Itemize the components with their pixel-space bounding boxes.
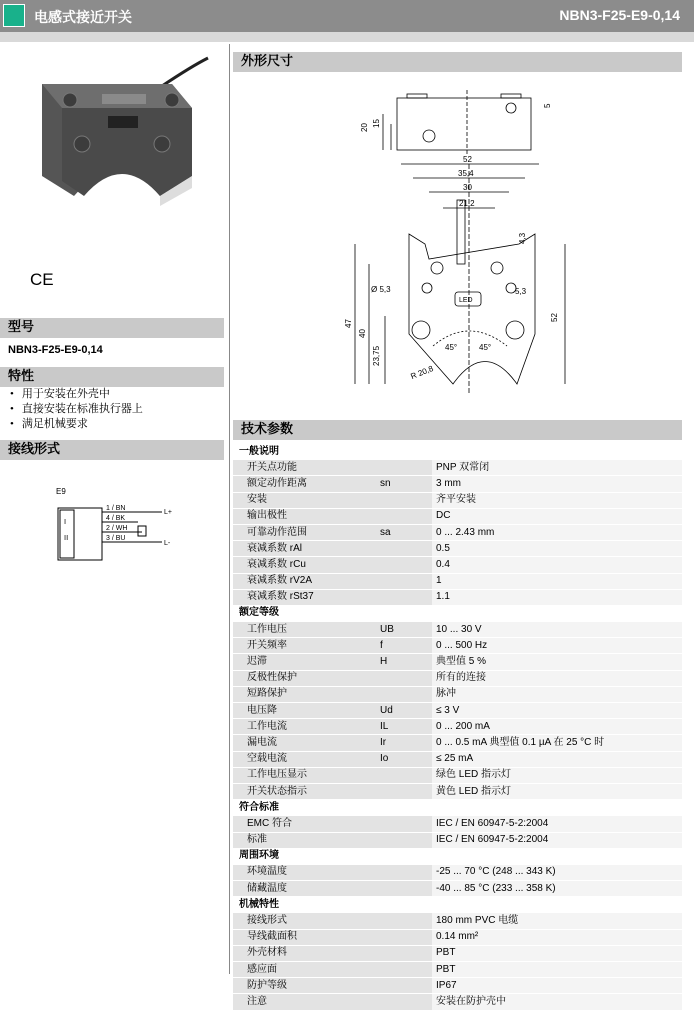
spec-label: 安装 bbox=[233, 492, 380, 508]
dim-label: 15 bbox=[372, 119, 381, 128]
spec-group-row bbox=[233, 848, 682, 864]
spec-group-row bbox=[233, 605, 682, 621]
spec-row bbox=[233, 832, 682, 848]
spec-symbol bbox=[380, 881, 432, 897]
spec-value: 10 ... 30 V bbox=[432, 622, 682, 638]
spec-label: 开关频率 bbox=[233, 638, 380, 654]
spec-group-row bbox=[233, 897, 682, 913]
wire-minus: L- bbox=[164, 540, 171, 547]
spec-symbol bbox=[380, 541, 432, 557]
spec-value: DC bbox=[432, 508, 682, 524]
spec-group-row bbox=[233, 800, 682, 816]
spec-row bbox=[233, 622, 682, 638]
wire-label: 1 / BN bbox=[106, 505, 126, 512]
spec-row bbox=[233, 654, 682, 670]
spec-row bbox=[233, 913, 682, 929]
spec-row bbox=[233, 589, 682, 605]
spec-group-title: 一般说明 bbox=[233, 444, 682, 460]
model-heading: 型号 bbox=[0, 318, 224, 338]
spec-symbol bbox=[380, 508, 432, 524]
spec-row bbox=[233, 719, 682, 735]
svg-text:I: I bbox=[64, 518, 67, 526]
spec-label: 开关点功能 bbox=[233, 460, 380, 476]
spec-value: -25 ... 70 °C (248 ... 343 K) bbox=[432, 864, 682, 880]
spec-symbol bbox=[380, 557, 432, 573]
spec-label: 导线截面积 bbox=[233, 929, 380, 945]
spec-symbol bbox=[380, 913, 432, 929]
wire-label: 3 / BU bbox=[106, 535, 126, 542]
spec-value: 安装在防护壳中 bbox=[432, 994, 682, 1010]
spec-symbol bbox=[380, 670, 432, 686]
spec-value: 1.1 bbox=[432, 589, 682, 605]
spec-label: 标准 bbox=[233, 832, 380, 848]
spec-row bbox=[233, 735, 682, 751]
features-heading: 特性 bbox=[0, 367, 224, 387]
spec-row bbox=[233, 751, 682, 767]
spec-group-title: 周围环境 bbox=[233, 848, 682, 864]
spec-value: 0 ... 200 mA bbox=[432, 719, 682, 735]
spec-value: 1 bbox=[432, 573, 682, 589]
spec-row bbox=[233, 703, 682, 719]
wiring-code: E9 bbox=[56, 487, 66, 496]
spec-label: 工作电流 bbox=[233, 719, 380, 735]
spec-row bbox=[233, 686, 682, 702]
spec-label: 迟滞 bbox=[233, 654, 380, 670]
svg-text:II: II bbox=[64, 534, 69, 542]
dim-label: 35,4 bbox=[458, 169, 474, 178]
features-list bbox=[10, 387, 143, 432]
spec-label: 空载电流 bbox=[233, 751, 380, 767]
spec-row bbox=[233, 492, 682, 508]
spec-value: 0 ... 0.5 mA 典型值 0.1 µA 在 25 °C 时 bbox=[432, 735, 682, 751]
spec-value: 典型值 5 % bbox=[432, 654, 682, 670]
spec-label: 工作电压 bbox=[233, 622, 380, 638]
dim-label: 52 bbox=[463, 155, 472, 164]
spec-value: 0.14 mm² bbox=[432, 929, 682, 945]
dim-label: 5,3 bbox=[515, 287, 527, 296]
ce-mark: CE bbox=[30, 270, 54, 289]
spec-label: 注意 bbox=[233, 994, 380, 1010]
spec-row bbox=[233, 864, 682, 880]
spec-label: 衰减系数 rCu bbox=[233, 557, 380, 573]
brand-logo-icon bbox=[3, 4, 25, 27]
spec-label: 环境温度 bbox=[233, 864, 380, 880]
dim-label: 47 bbox=[344, 319, 353, 328]
feature-item: • 满足机械要求 bbox=[10, 417, 143, 432]
spec-label: 额定动作距离 bbox=[233, 476, 380, 492]
dim-label: 21,2 bbox=[459, 199, 475, 208]
spec-row bbox=[233, 670, 682, 686]
header-model: NBN3-F25-E9-0,14 bbox=[559, 7, 680, 23]
wiring-heading: 接线形式 bbox=[0, 440, 224, 460]
spec-symbol bbox=[380, 978, 432, 994]
spec-group-title: 符合标准 bbox=[233, 800, 682, 816]
spec-label: 输出极性 bbox=[233, 508, 380, 524]
spec-row bbox=[233, 945, 682, 961]
wire-plus: L+ bbox=[164, 509, 172, 516]
spec-symbol bbox=[380, 783, 432, 799]
spec-value: 3 mm bbox=[432, 476, 682, 492]
spec-symbol bbox=[380, 864, 432, 880]
spec-label: 可靠动作范围 bbox=[233, 524, 380, 540]
spec-row bbox=[233, 476, 682, 492]
page-title: 电感式接近开关 bbox=[34, 10, 132, 26]
wire-label: 2 / WH bbox=[106, 525, 128, 532]
spec-symbol bbox=[380, 767, 432, 783]
spec-row bbox=[233, 962, 682, 978]
spec-label: 工作电压显示 bbox=[233, 767, 380, 783]
spec-row bbox=[233, 929, 682, 945]
spec-value: PNP 双常闭 bbox=[432, 460, 682, 476]
tech-heading: 技术参数 bbox=[233, 420, 682, 440]
dim-label: 20 bbox=[360, 123, 369, 132]
spec-symbol bbox=[380, 929, 432, 945]
spec-value: IP67 bbox=[432, 978, 682, 994]
spec-row bbox=[233, 573, 682, 589]
dim-label: 52 bbox=[550, 313, 559, 322]
spec-label: 防护等级 bbox=[233, 978, 380, 994]
wire-label: 4 / BK bbox=[106, 515, 126, 522]
dim-label: R 20,8 bbox=[409, 363, 435, 382]
spec-symbol bbox=[380, 962, 432, 978]
spec-symbol: sa bbox=[380, 524, 432, 540]
dimension-drawing bbox=[345, 84, 575, 404]
spec-label: 短路保护 bbox=[233, 686, 380, 702]
spec-label: 漏电流 bbox=[233, 735, 380, 751]
spec-label: EMC 符合 bbox=[233, 816, 380, 832]
spec-value: 0 ... 500 Hz bbox=[432, 638, 682, 654]
spec-label: 感应面 bbox=[233, 962, 380, 978]
spec-label: 衰减系数 rSt37 bbox=[233, 589, 380, 605]
spec-row bbox=[233, 557, 682, 573]
dim-label: 40 bbox=[358, 329, 367, 338]
feature-item: • 直接安装在标准执行器上 bbox=[10, 402, 143, 417]
spec-table bbox=[233, 444, 682, 1011]
spec-label: 衰减系数 rAl bbox=[233, 541, 380, 557]
spec-symbol: f bbox=[380, 638, 432, 654]
spec-row bbox=[233, 816, 682, 832]
spec-label: 接线形式 bbox=[233, 913, 380, 929]
spec-row bbox=[233, 767, 682, 783]
wiring-diagram bbox=[52, 484, 182, 564]
spec-symbol bbox=[380, 460, 432, 476]
spec-value: 180 mm PVC 电缆 bbox=[432, 913, 682, 929]
spec-row bbox=[233, 638, 682, 654]
spec-symbol: Ir bbox=[380, 735, 432, 751]
spec-value: 所有的连接 bbox=[432, 670, 682, 686]
spec-label: 电压降 bbox=[233, 703, 380, 719]
spec-value: 齐平安装 bbox=[432, 492, 682, 508]
spec-symbol bbox=[380, 492, 432, 508]
model-value: NBN3-F25-E9-0,14 bbox=[8, 344, 103, 356]
spec-symbol: Io bbox=[380, 751, 432, 767]
spec-symbol: Ud bbox=[380, 703, 432, 719]
spec-group-row bbox=[233, 444, 682, 460]
spec-symbol bbox=[380, 945, 432, 961]
spec-symbol: sn bbox=[380, 476, 432, 492]
dim-label: 5 bbox=[543, 103, 552, 108]
header-bar bbox=[0, 0, 694, 32]
spec-label: 储藏温度 bbox=[233, 881, 380, 897]
spec-row bbox=[233, 994, 682, 1010]
spec-value: IEC / EN 60947-5-2:2004 bbox=[432, 832, 682, 848]
spec-value: IEC / EN 60947-5-2:2004 bbox=[432, 816, 682, 832]
spec-value: -40 ... 85 °C (233 ... 358 K) bbox=[432, 881, 682, 897]
spec-value: ≤ 25 mA bbox=[432, 751, 682, 767]
spec-row bbox=[233, 460, 682, 476]
spec-row bbox=[233, 881, 682, 897]
dim-label: 45° bbox=[445, 343, 458, 352]
dimensions-heading: 外形尺寸 bbox=[233, 52, 682, 72]
product-photo bbox=[22, 56, 208, 206]
spec-row bbox=[233, 524, 682, 540]
spec-row bbox=[233, 508, 682, 524]
dim-label: LED bbox=[459, 297, 473, 304]
spec-group-title: 额定等级 bbox=[233, 605, 682, 621]
spec-label: 反极性保护 bbox=[233, 670, 380, 686]
spec-row bbox=[233, 541, 682, 557]
spec-symbol: H bbox=[380, 654, 432, 670]
spec-value: ≤ 3 V bbox=[432, 703, 682, 719]
column-divider bbox=[229, 44, 230, 974]
spec-label: 衰减系数 rV2A bbox=[233, 573, 380, 589]
spec-value: 0.4 bbox=[432, 557, 682, 573]
spec-value: PBT bbox=[432, 945, 682, 961]
header-subbar bbox=[0, 32, 694, 42]
spec-value: PBT bbox=[432, 962, 682, 978]
spec-label: 外壳材料 bbox=[233, 945, 380, 961]
spec-value: 黄色 LED 指示灯 bbox=[432, 783, 682, 799]
dim-label: 4,3 bbox=[518, 232, 527, 244]
spec-group-title: 机械特性 bbox=[233, 897, 682, 913]
spec-symbol bbox=[380, 589, 432, 605]
dim-label: Ø 5,3 bbox=[371, 285, 391, 294]
spec-symbol bbox=[380, 686, 432, 702]
spec-value: 绿色 LED 指示灯 bbox=[432, 767, 682, 783]
spec-value: 0.5 bbox=[432, 541, 682, 557]
dim-label: 30 bbox=[463, 183, 472, 192]
spec-row bbox=[233, 783, 682, 799]
feature-item: • 用于安装在外壳中 bbox=[10, 387, 143, 402]
spec-row bbox=[233, 978, 682, 994]
spec-label: 开关状态指示 bbox=[233, 783, 380, 799]
spec-symbol: IL bbox=[380, 719, 432, 735]
dim-label: 45° bbox=[479, 343, 492, 352]
spec-symbol bbox=[380, 994, 432, 1010]
spec-value: 0 ... 2.43 mm bbox=[432, 524, 682, 540]
spec-value: 脉冲 bbox=[432, 686, 682, 702]
spec-symbol bbox=[380, 816, 432, 832]
dim-label: 23,75 bbox=[372, 345, 381, 366]
spec-symbol bbox=[380, 573, 432, 589]
spec-symbol bbox=[380, 832, 432, 848]
spec-symbol: UB bbox=[380, 622, 432, 638]
